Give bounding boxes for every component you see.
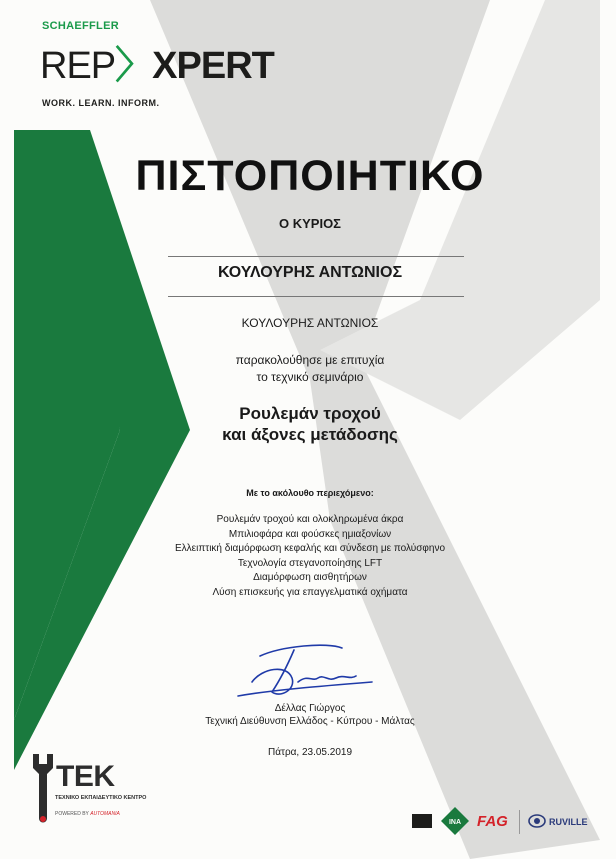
recipient-name: ΚΟΥΛΟΥΡΗΣ ΑΝΤΩΝΙΟΣ <box>217 264 403 281</box>
attended-text <box>80 352 540 386</box>
list-item: Τεχνολογία στεγανοποίησης LFT <box>237 557 383 569</box>
logo-separator: 〉 <box>115 45 153 87</box>
list-item: Ελλειπτική διαμόρφωση κεφαλής και σύνδεση με πολύσφηνο <box>175 543 445 554</box>
content-list <box>80 513 540 600</box>
certificate-subtitle: Ο ΚΥΡΙΟΣ <box>279 216 341 231</box>
tek-powered-by: AUTOMANIA <box>90 811 120 817</box>
tek-subtitle: ΤΕΧΝΙΚΟ ΕΚΠΑΙΔΕΥΤΙΚΟ ΚΕΝΤΡΟ <box>55 795 147 801</box>
ruville-logo: RUVILLE <box>549 817 588 827</box>
fag-logo: FAG <box>477 813 508 830</box>
seminar-line1: Ρουλεμάν τροχού <box>239 404 381 423</box>
signature <box>232 638 382 704</box>
attended-line2: το τεχνικό σεμινάριο <box>256 370 364 384</box>
seminar-title <box>80 403 540 445</box>
logo-part2: XPERT <box>152 45 274 87</box>
brand-tagline: WORK. LEARN. INFORM. <box>42 98 160 108</box>
tek-powered-label: POWERED BY <box>55 811 89 817</box>
logo-divider <box>519 810 520 834</box>
repxpert-logo <box>40 34 274 89</box>
rule-top <box>168 256 464 257</box>
list-item: Ρουλεμάν τροχού και ολοκληρωμένα άκρα <box>216 514 404 525</box>
list-item: Διαμόρφωση αισθητήρων <box>253 572 367 583</box>
wrench-icon <box>30 752 56 830</box>
attended-line1: παρακολούθησε με επιτυχία <box>235 353 385 367</box>
content-heading: Με το ακόλουθο περιεχόμενο: <box>246 488 374 498</box>
list-item: Μπιλιοφάρα και φούσκες ημιαξονίων <box>228 528 392 540</box>
ina-logo <box>440 806 470 836</box>
signer-title: Τεχνική Διεύθυνση Ελλάδος - Κύπρου - Μάλτας <box>205 716 415 727</box>
certificate-title: ΠΙΣΤΟΠΟΙΗΤΙΚΟ <box>135 152 485 200</box>
ruville-emblem-icon <box>528 814 546 828</box>
signer-block <box>80 702 540 728</box>
brand-company: SCHAEFFLER <box>42 20 119 32</box>
tek-logo: TEK <box>56 760 115 793</box>
signer-name: Δέλλας Γιώργος <box>274 703 346 714</box>
ina-logo-text: INA <box>448 819 462 826</box>
recipient-name-repeat: ΚΟΥΛΟΥΡΗΣ ΑΝΤΩΝΙΟΣ <box>241 316 379 330</box>
black-square-logo <box>412 814 432 828</box>
list-item: Λύση επισκευής για επαγγελματικά οχήματα <box>212 586 408 598</box>
place-date: Πάτρα, 23.05.2019 <box>267 747 353 758</box>
tek-powered <box>55 811 120 817</box>
seminar-line2: και άξονες μετάδοσης <box>222 425 398 444</box>
rule-bottom <box>168 296 464 297</box>
logo-part1: REP <box>40 45 116 87</box>
